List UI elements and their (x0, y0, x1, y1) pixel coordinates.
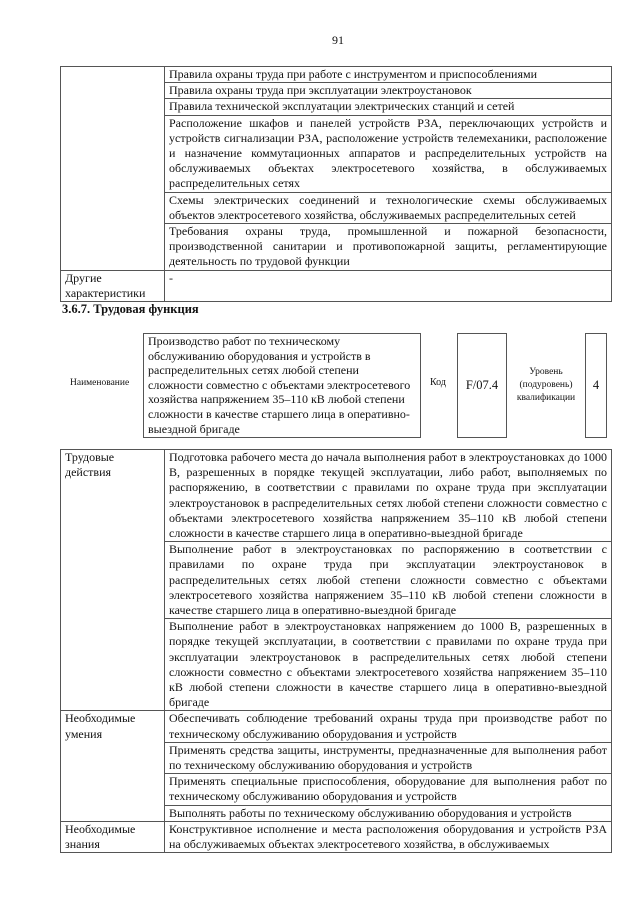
skill-row: Применять средства защиты, инструменты, предназначенные для выполнения работ по техническому обслуживанию оборудования и устройств (165, 742, 612, 773)
code-label: Код (430, 377, 446, 388)
page-number: 91 (332, 33, 344, 47)
skills-label: Необходимые умения (61, 711, 165, 821)
table-row: Правила охраны труда при эксплуатации электроустановок (165, 83, 612, 99)
table-row: Расположение шкафов и панелей устройств РЗА, переключающих устройств и устройств сигнализации РЗА, расположение устройств телемеханики, расположение и назначение коммутационных аппаратов и распределительных устройств на обслуживаемых объектах электросетевого хозяйства, в обслуживаемых распределительных сетях (165, 115, 612, 192)
knowledge-label: Необходимые знания (61, 821, 165, 852)
other-characteristics-label: Другие характеристики (61, 270, 165, 301)
skill-row: Обеспечивать соблюдение требований охраны труда при производстве работ по техническому обслуживанию оборудования и устройств (165, 711, 612, 742)
level-label: Уровень (подуровень) квалификации (516, 367, 576, 403)
table-row: Требования охраны труда, промышленной и пожарной безопасности, производственной санитарии и противопожарной защиты, регламентирующие деятельность по трудовой функции (165, 224, 612, 271)
function-details-table (60, 449, 612, 853)
table-row: Схемы электрических соединений и технологические схемы обслуживаемых объектов электросетевого хозяйства, обслуживаемых распределительных сетей (165, 192, 612, 223)
knowledge-row: Конструктивное исполнение и места расположения оборудования и устройств РЗА на обслуживаемых объектах электросетевого хозяйства, в обслуживаемых (165, 821, 612, 852)
action-row: Выполнение работ в электроустановках по распоряжению в соответствии с правилами по охране труда при эксплуатации электроустановок в распределительных сетях любой степени сложности совместно с объектами электросетевого хозяйства напряжением 35–110 кВ любой степени сложности в качестве старшего лица в оперативно-выездной бригаде (165, 542, 612, 619)
action-row: Выполнение работ в электроустановках напряжением до 1000 В, разрешенных в порядке текущей эксплуатации, в соответствии с правилами по охране труда при эксплуатации электроустановок в распределительных сетях любой степени сложности совместно с объектами электросетевого хозяйства напряжением 35–110 кВ любой степени сложности в качестве старшего лица в оперативно-выездной бригаде (165, 619, 612, 711)
code-value: F/07.4 (457, 333, 507, 438)
section-heading: 3.6.7. Трудовая функция (62, 302, 199, 316)
skill-row: Применять специальные приспособления, оборудование для выполнения работ по техническому обслуживанию оборудования и устройств (165, 774, 612, 805)
skill-row: Выполнять работы по техническому обслуживанию оборудования и устройств (165, 805, 612, 821)
name-label: Наименование (70, 378, 130, 388)
function-name: Производство работ по техническому обслуживанию оборудования и устройств в распределительных сетях любой степени сложности совместно с объектами электросетевого хозяйства напряжением 35–110 кВ любой степени сложности в качестве старшего лица в оперативно-выездной бригаде (143, 333, 421, 438)
level-value: 4 (585, 333, 607, 438)
knowledge-continuation-table (60, 66, 612, 302)
table-row: Правила технической эксплуатации электрических станций и сетей (165, 99, 612, 115)
table-row: Правила охраны труда при работе с инструментом и приспособлениями (165, 67, 612, 83)
actions-label: Трудовые действия (61, 450, 165, 711)
other-characteristics-value: - (165, 270, 612, 301)
action-row: Подготовка рабочего места до начала выполнения работ в электроустановках до 1000 В, разрешенных в порядке текущей эксплуатации, либо работ, выполняемых по распоряжению, в соответствии с правилами по охране труда при эксплуатации электроустановок в распределительных сетях любой степени сложности совместно с объектами электросетевого хозяйства напряжением 35–110 кВ любой степени сложности в качестве старшего лица в оперативно-выездной бригаде (165, 450, 612, 542)
empty-label-cell (61, 67, 165, 271)
